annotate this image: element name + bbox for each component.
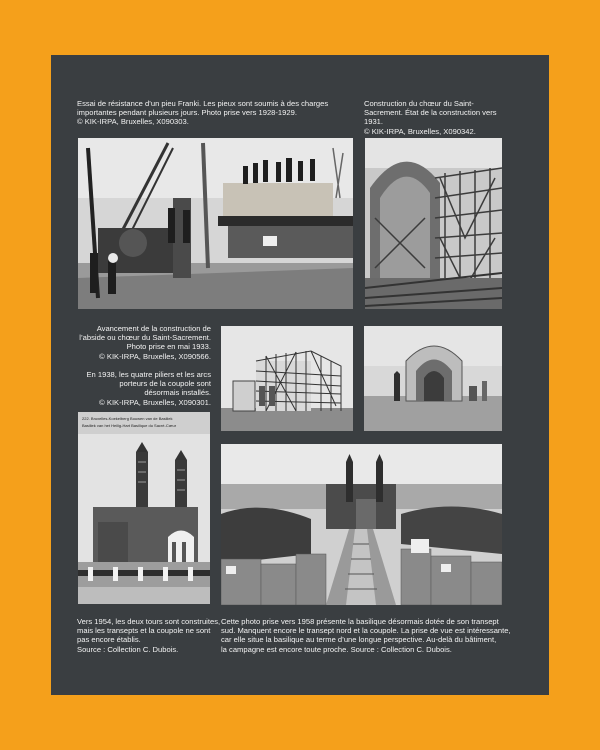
caption-choir-1931: Construction du chœur du Saint- Sacrement. État de la construction vers 1931. © KIK-IRPA, Bruxelles, X090342. bbox=[364, 99, 497, 136]
photo-basilica-aerial-1958 bbox=[221, 444, 502, 605]
photo-postcard-towers-1954 bbox=[78, 412, 210, 604]
photo-franki-pile-test bbox=[78, 138, 353, 309]
photo-choir-construction-1931 bbox=[365, 138, 502, 309]
postcard-caption-line1: 222. Bruxelles-Koekelberg Bouwen van de Basiliek bbox=[82, 416, 173, 421]
photo-apse-1933 bbox=[221, 326, 353, 431]
caption-apse-1933: Avancement de la construction de l’abside ou chœur du Saint-Sacrement. Photo prise en mai 1933. © KIK-IRPA, Bruxelles, X090566. bbox=[79, 324, 211, 361]
caption-towers-1954: Vers 1954, les deux tours sont construites, mais les transepts et la coupole ne sont pas encore établis. Source : Collection C. Dubois. bbox=[77, 617, 221, 654]
caption-basilica-1958: Cette photo prise vers 1958 présente la basilique désormais dotée de son transept sud. Manquent encore le transept nord et la coupole. La prise de vue est intéressante, car elle situe la basilique au terme d’une longue perspective. Au-delà du bâtiment, la campagne est encore toute proche. Source : Collection C. Dubois. bbox=[221, 617, 511, 654]
photo-dome-pillars-1938 bbox=[364, 326, 502, 431]
postcard-caption-line2: Basiliek van het Heilig-Hart Basilique du Sacré-Cœur bbox=[82, 423, 177, 428]
caption-franki-pile: Essai de résistance d’un pieu Franki. Les pieux sont soumis à des charges importantes pendant plusieurs jours. Photo prise vers 1928-1929. © KIK-IRPA, Bruxelles, X090303. bbox=[77, 99, 329, 127]
caption-pillars-1938: En 1938, les quatre piliers et les arcs porteurs de la coupole sont désormais installés. © KIK-IRPA, Bruxelles, X090301. bbox=[86, 370, 211, 407]
